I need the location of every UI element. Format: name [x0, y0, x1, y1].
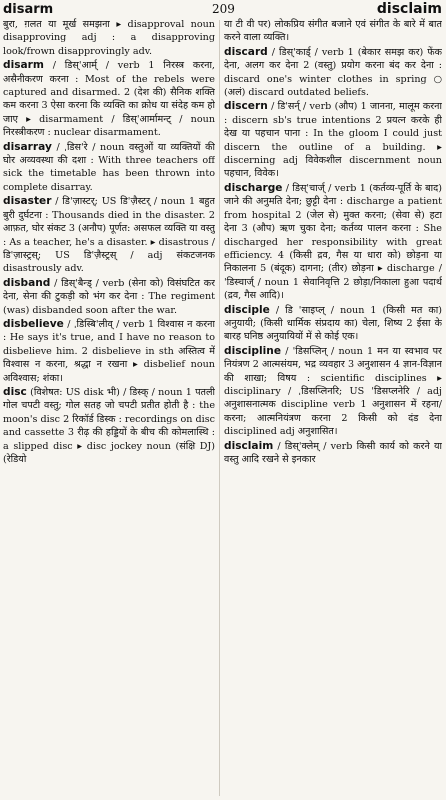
dictionary-entry	[3, 18, 215, 58]
dictionary-entry	[3, 195, 215, 275]
entry-definition: (विशेषत: US disk भी) / डिस्क् / noun 1 पतली गोल चपटी वस्तु; गोल सतह जो चपटी प्रतीत होती है : the moon's disc 2 रिकॉर्ड डिस्क : recordings on disc and cassette 3 रीढ़ की हड्डियों के बीच की कोमलास्थि : a slipped disc ▸ disc jockey noun (संक्षि DJ) (रेडियो	[3, 386, 215, 465]
entry-definition: / ˌडिस'रे / noun वस्तुओं या व्यक्तियों की घोर अव्यवस्था की दशा : With three teachers off sick the timetable has been thrown into complete disarray.	[3, 141, 215, 193]
entry-definition: / डि'सर्न् / verb (औप) 1 जानना, मालूम करना : discern sb's true intentions 2 प्रयत्न करके ही देख या पहचान पाना : In the gloom I could just discern the outline of a building. ▸ discerning adj विवेकशील discernment noun पहचान, विवेक।	[224, 101, 442, 180]
left-column	[3, 18, 215, 798]
entry-definition: / डिस्'कार्ड् / verb 1 (बेकार समझ कर) फेंक देना, अलग कर देना 2 (वस्तु) प्रयोग करना बंद कर देना : discard one's winter clothes in spring ○ (अलं) discard outdated beliefs.	[224, 46, 442, 99]
entry-definition: / डिस्'आर्म् / verb 1 निरस्त्र करना, असैनीकरण करना : Most of the rebels were captured and disarmed. 2 (देश की) सैनिक शक्ति कम करना 3 ऐसा करना कि व्यक्ति का क्रोध या संदेह कम हो जाए ▸ disarmament / डिस्'आर्मामन्ट् / noun निरस्त्रीकरण : nuclear disarmament.	[3, 60, 215, 139]
guide-word-left: disarm	[3, 2, 54, 17]
dictionary-entry	[224, 304, 442, 344]
entry-definition: / डिस्'बैन्ड् / verb (सेना को) विसंघटित कर देना, सेना की टुकड़ी को भंग कर देना : The regiment (was) disbanded soon after the war.	[3, 277, 215, 316]
entry-headword: disarm	[3, 59, 44, 72]
right-column	[224, 18, 442, 798]
page-number: 209	[212, 2, 235, 16]
entry-headword: discharge	[224, 181, 283, 194]
entry-headword: disbelieve	[3, 317, 64, 330]
dictionary-entry	[3, 59, 215, 139]
dictionary-entry	[224, 345, 442, 439]
column-divider	[219, 20, 220, 796]
entry-definition: बुरा, ग़लत या मूर्ख समझना ▸ disapproval noun disapproving adj : a disapproving look/frown disapprovingly adv.	[3, 19, 215, 57]
entry-headword: discern	[224, 100, 268, 113]
entry-headword: disaster	[3, 195, 52, 208]
dictionary-entry	[224, 100, 442, 180]
entry-headword: disclaim	[224, 439, 274, 452]
dictionary-entry	[3, 141, 215, 195]
dictionary-entry	[224, 18, 442, 45]
page-header	[0, 0, 446, 20]
entry-definition: या टी वी पर) लोकप्रिय संगीत बजाने एवं संगीत के बारे में बात करने वाला व्यक्ति।	[224, 19, 442, 44]
entry-definition: / 'डिसप्लिन् / noun 1 मन या स्वभाव पर नियंत्रण 2 आत्मसंयम, भद्र व्यवहार 3 अनुशासन 4 ज्ञान-विज्ञान की शाखा; विषय : scientific disciplines ▸ disciplinary / ˌडिसप्लिनरि; US 'डिसप्लनेरि / adj अनुशासनात्मक discipline verb 1 अनुशासन में रहना/करना; आत्मनियंत्रण करना 2 किसी को दंड देना disciplined adj अनुशासित।	[224, 345, 442, 438]
entry-definition: / डि 'साइप्ल् / noun 1 (किसी मत का) अनुयायी; (किसी धार्मिक संप्रदाय का) चेला, शिष्य 2 ईसा के बारह घनिष्ठ अनुयायियों में से कोई एक।	[224, 304, 442, 343]
entry-definition: / डिस्'चार्ज् / verb 1 (कर्तव्य-पूर्ति के बाद) जाने की अनुमति देना; छुट्टी देना : discharge a patient from hospital 2 (जेल से) मुक्त करना; (सेवा से) हटा देना 3 (औप) ऋण चुका देना; कर्तव्य पालन करना : She discharged her responsibility with great efficiency. 4 (किसी द्रव, गैस या धारा को) छोड़ना या निकालना 5 (बंदूक) दागना; (तीर) छोड़ना ▸ discharge / 'डिस्चार्ज् / noun 1 सेवानिवृत्ति 2 छोड़ा/निकाला हुआ पदार्थ (द्रव, गैस आदि)।	[224, 182, 442, 302]
dictionary-entry	[3, 386, 215, 466]
entry-definition: / डिस्'क्लेम् / verb किसी कार्य को करने या वस्तु आदि रखने से इनकार	[224, 440, 442, 465]
entry-headword: discard	[224, 45, 268, 58]
entry-headword: discipline	[224, 344, 282, 357]
dictionary-entry	[224, 46, 442, 100]
entry-headword: disciple	[224, 303, 270, 316]
dictionary-entry	[3, 277, 215, 317]
guide-word-right: disclaim	[376, 1, 442, 17]
entry-headword: disarray	[3, 140, 52, 153]
dictionary-entry	[3, 318, 215, 385]
entry-headword: disc	[3, 385, 27, 398]
dictionary-entry	[224, 440, 442, 467]
entry-definition: / डि'ज़ास्टर्; US डि'ज़ैस्टर् / noun 1 बहुत बुरी दुर्घटना : Thousands died in the disaster. 2 आफ़त, घोर संकट 3 (अनौप) पूर्णत: असफल व्यक्ति या वस्तु : As a teacher, he's a disaster. ▸ disastrous / डि'ज़ास्ट्रस्; US डि'ज़ैस्ट्रस् / adj संकटजनक disastrously adv.	[3, 196, 215, 275]
entry-definition: / ˌडिस्बि'लीव् / verb 1 विश्वास न करना : He says it's true, and I have no reason to disbelieve him. 2 disbelieve in sth अस्तित्व में विश्वास न करना, श्रद्धा न रखना ▸ disbelief noun अविश्वास; शंका।	[3, 318, 215, 384]
entry-headword: disband	[3, 276, 51, 289]
dictionary-entry	[224, 182, 442, 303]
